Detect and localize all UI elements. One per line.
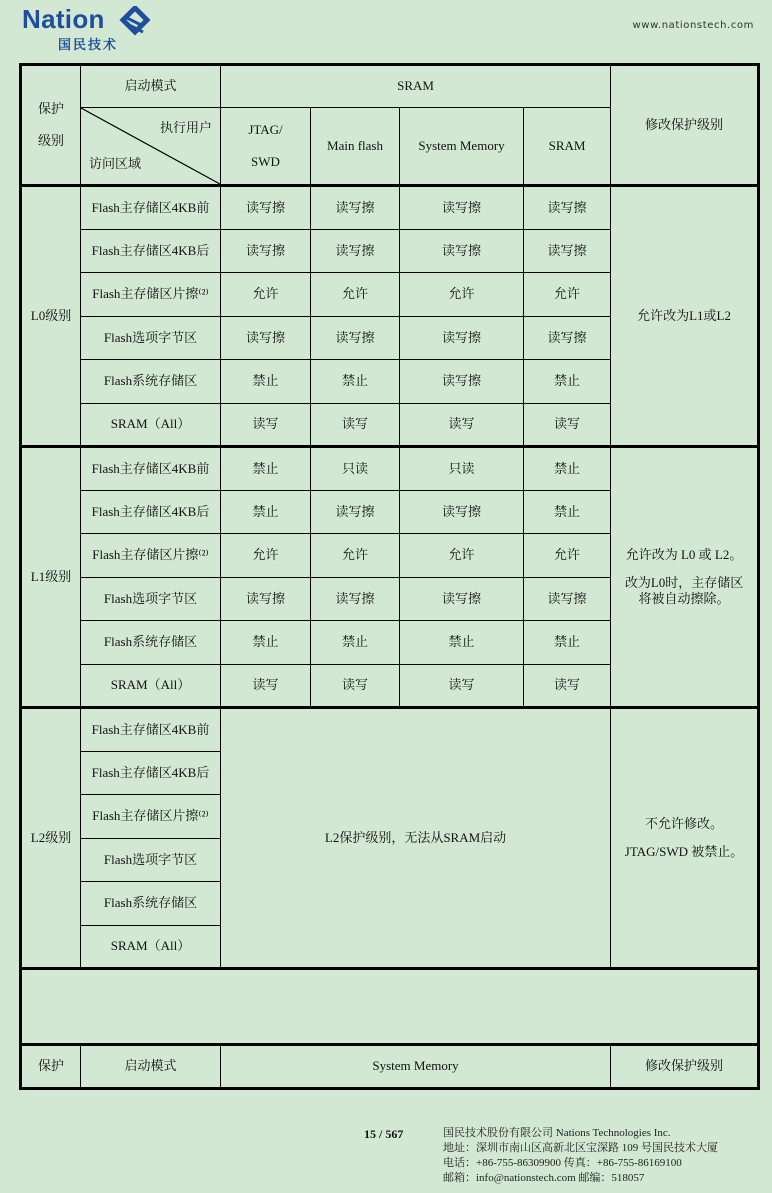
footer-company-block xyxy=(443,1126,718,1186)
level-l1-label: L1级别 xyxy=(21,447,81,708)
access-cell: 禁止 xyxy=(221,621,311,665)
level-l0-modify: 允许改为L1或L2 xyxy=(611,186,759,447)
next-table-boot-mode-value: System Memory xyxy=(221,1045,611,1089)
boot-mode-label: 启动模式 xyxy=(81,65,221,108)
access-cell: 读写擦 xyxy=(524,577,611,621)
protection-level-header: 保护级别 xyxy=(21,65,81,186)
user-jtag-swd: JTAG/ SWD xyxy=(221,108,311,186)
access-cell: 允许 xyxy=(311,273,400,317)
region-cell: Flash选项字节区 xyxy=(81,838,221,882)
access-cell: 读写擦 xyxy=(221,577,311,621)
page-number: 15 / 567 xyxy=(364,1127,404,1141)
access-cell: 读写擦 xyxy=(221,229,311,273)
access-cell: 读写擦 xyxy=(400,577,524,621)
access-cell: 只读 xyxy=(400,447,524,491)
access-cell: 只读 xyxy=(311,447,400,491)
access-cell: 读写擦 xyxy=(400,360,524,404)
region-cell: Flash系统存储区 xyxy=(81,882,221,926)
access-cell: 读写擦 xyxy=(311,186,400,230)
region-cell: Flash主存储区4KB后 xyxy=(81,490,221,534)
empty-spacer-row xyxy=(21,969,759,1045)
modify-line: 改为L0时，主存储区将被自动擦除。 xyxy=(624,574,744,607)
level-l1-modify xyxy=(611,447,759,708)
access-cell: 读写擦 xyxy=(400,186,524,230)
user-main-flash: Main flash xyxy=(311,108,400,186)
company-logo xyxy=(22,4,162,52)
access-cell: 允许 xyxy=(524,273,611,317)
access-cell: 读写 xyxy=(400,664,524,708)
region-cell: Flash主存储区4KB后 xyxy=(81,751,221,795)
region-cell: SRAM（All） xyxy=(81,664,221,708)
region-cell: Flash选项字节区 xyxy=(81,316,221,360)
modify-line: JTAG/SWD 被禁止。 xyxy=(624,844,744,859)
access-cell: 允许 xyxy=(311,534,400,578)
modify-line: 不允许修改。 xyxy=(645,815,724,831)
access-cell: 允许 xyxy=(221,534,311,578)
access-cell: 禁止 xyxy=(524,447,611,491)
diagonal-label-user: 执行用户 xyxy=(159,120,212,135)
modify-level-header: 修改保护级别 xyxy=(611,65,759,186)
region-cell: Flash主存储区片擦⁽²⁾ xyxy=(81,534,221,578)
region-cell: Flash主存储区4KB后 xyxy=(81,229,221,273)
access-cell: 允许 xyxy=(221,273,311,317)
logo-diamond-icon xyxy=(115,6,155,46)
access-cell: 读写 xyxy=(311,664,400,708)
modify-line: 允许改为 L0 或 L2。 xyxy=(625,546,743,562)
level-l0-label: L0级别 xyxy=(21,186,81,447)
access-cell: 读写擦 xyxy=(524,316,611,360)
access-cell: 禁止 xyxy=(524,621,611,665)
access-cell: 读写擦 xyxy=(221,186,311,230)
protection-level-table xyxy=(19,63,760,1090)
access-cell: 读写擦 xyxy=(311,229,400,273)
user-sram: SRAM xyxy=(524,108,611,186)
footer-email: 邮箱：info@nationstech.com 邮编：518057 xyxy=(443,1172,645,1184)
next-table-modify-header: 修改保护级别 xyxy=(611,1045,759,1089)
next-table-boot-mode-label: 启动模式 xyxy=(81,1045,221,1089)
access-cell: 读写 xyxy=(221,403,311,447)
access-cell: 禁止 xyxy=(524,360,611,404)
access-cell: 读写 xyxy=(524,664,611,708)
access-cell: 禁止 xyxy=(221,447,311,491)
level-l2-modify xyxy=(611,708,759,969)
access-cell: 禁止 xyxy=(400,621,524,665)
access-cell: 允许 xyxy=(524,534,611,578)
access-cell: 读写擦 xyxy=(400,490,524,534)
footer-company: 国民技术股份有限公司 Nations Technologies Inc. xyxy=(443,1127,671,1139)
access-cell: 读写擦 xyxy=(311,316,400,360)
level-l2-label: L2级别 xyxy=(21,708,81,969)
access-cell: 读写擦 xyxy=(524,229,611,273)
level-l2-merged-note: L2保护级别，无法从SRAM启动 xyxy=(221,708,611,969)
region-cell: Flash主存储区4KB前 xyxy=(81,708,221,752)
access-cell: 禁止 xyxy=(311,621,400,665)
region-cell: Flash主存储区4KB前 xyxy=(81,447,221,491)
boot-mode-value: SRAM xyxy=(221,65,611,108)
access-cell: 读写擦 xyxy=(311,490,400,534)
access-cell: 读写擦 xyxy=(524,186,611,230)
diagonal-header-cell xyxy=(81,108,221,186)
region-cell: Flash系统存储区 xyxy=(81,360,221,404)
access-cell: 读写擦 xyxy=(311,577,400,621)
region-cell: Flash主存储区4KB前 xyxy=(81,186,221,230)
logo-chinese-name: 国民技术 xyxy=(58,38,119,53)
access-cell: 禁止 xyxy=(221,490,311,534)
access-cell: 允许 xyxy=(400,534,524,578)
region-cell: SRAM（All） xyxy=(81,925,221,969)
footer-address: 地址：深圳市南山区高新北区宝深路 109 号国民技术大厦 xyxy=(443,1142,718,1154)
access-cell: 读写 xyxy=(221,664,311,708)
access-cell: 读写擦 xyxy=(400,229,524,273)
access-cell: 读写 xyxy=(311,403,400,447)
region-cell: Flash系统存储区 xyxy=(81,621,221,665)
website-url: www.nationstech.com xyxy=(632,20,754,31)
access-cell: 允许 xyxy=(400,273,524,317)
logo-wordmark: Nation xyxy=(22,4,105,34)
region-cell: Flash主存储区片擦⁽²⁾ xyxy=(81,273,221,317)
region-cell: Flash主存储区片擦⁽²⁾ xyxy=(81,795,221,839)
region-cell: Flash选项字节区 xyxy=(81,577,221,621)
access-cell: 读写擦 xyxy=(400,316,524,360)
user-system-memory: System Memory xyxy=(400,108,524,186)
footer-phone: 电话：+86-755-86309900 传真：+86-755-86169100 xyxy=(443,1157,682,1169)
access-cell: 读写擦 xyxy=(221,316,311,360)
access-cell: 禁止 xyxy=(311,360,400,404)
region-cell: SRAM（All） xyxy=(81,403,221,447)
next-table-protect-header: 保护 xyxy=(21,1045,81,1089)
diagonal-label-region: 访问区域 xyxy=(89,155,142,171)
access-cell: 禁止 xyxy=(221,360,311,404)
access-cell: 禁止 xyxy=(524,490,611,534)
access-cell: 读写 xyxy=(524,403,611,447)
access-cell: 读写 xyxy=(400,403,524,447)
